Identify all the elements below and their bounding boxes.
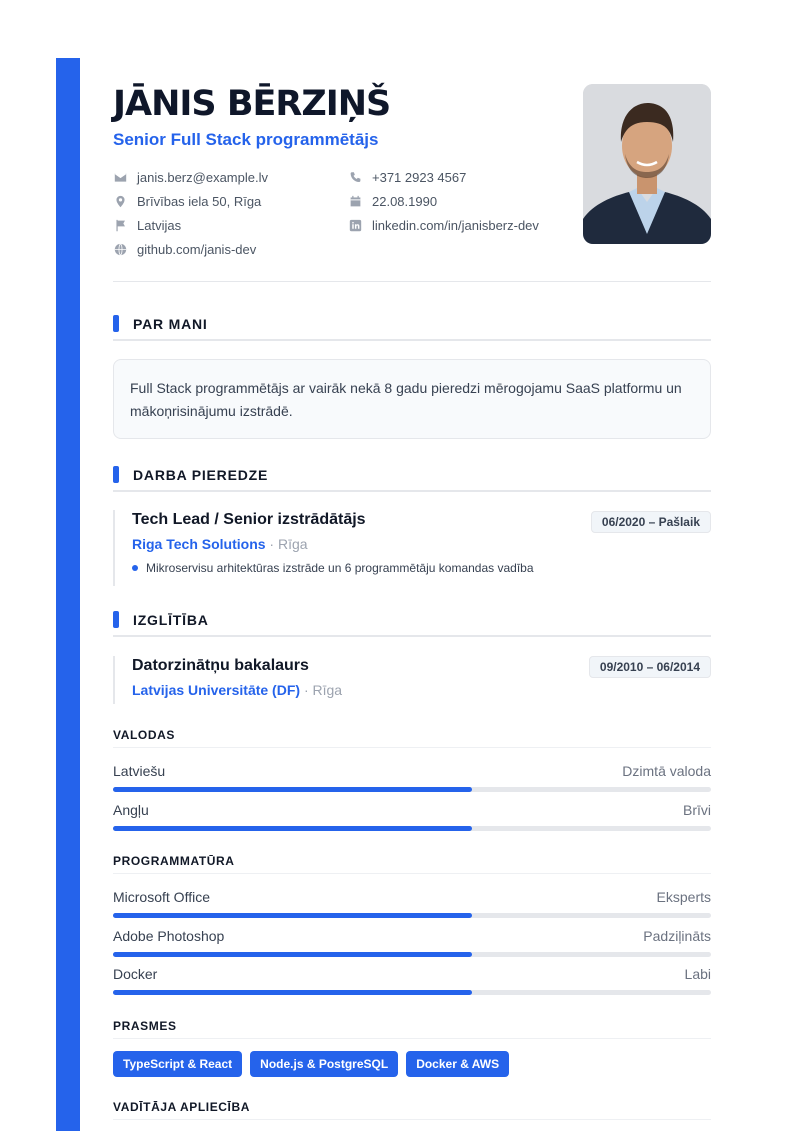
- job-date-badge: 06/2020 – Pašlaik: [591, 511, 711, 533]
- subsection-title-skills: PRASMES: [113, 1019, 711, 1039]
- flag-icon: [113, 218, 127, 232]
- education-entry: [113, 656, 711, 704]
- calendar-icon: [348, 194, 362, 208]
- contact-github[interactable]: [113, 240, 256, 258]
- contact-birthdate-text: 22.08.1990: [372, 193, 438, 209]
- language-name: Latviešu: [113, 763, 166, 779]
- language-level: Brīvi: [683, 802, 711, 818]
- software-name: Docker: [113, 966, 158, 982]
- contact-linkedin-text: linkedin.com/in/janisberz-dev: [372, 217, 539, 233]
- software-level: Labi: [684, 966, 711, 982]
- candidate-role: Senior Full Stack programmētājs: [113, 130, 379, 149]
- software-level: Eksperts: [656, 889, 711, 905]
- contact-linkedin[interactable]: [348, 216, 539, 234]
- software-name: Microsoft Office: [113, 889, 210, 905]
- software-item: [113, 966, 711, 1000]
- skill-tag: Node.js & PostgreSQL: [250, 1051, 398, 1077]
- candidate-name: JĀNIS BĒRZIŅŠ: [113, 84, 391, 124]
- language-bar-track: [113, 787, 711, 792]
- software-bar-fill: [113, 990, 472, 995]
- education-date-badge: 09/2010 – 06/2014: [589, 656, 711, 678]
- job-company-line: [132, 536, 711, 552]
- skill-tags: [113, 1051, 509, 1077]
- subsection-title-languages: VALODAS: [113, 728, 711, 748]
- education-school-line: [132, 682, 711, 698]
- job-position: Tech Lead / Senior izstrādātājs: [132, 511, 366, 528]
- language-name: Angļu: [113, 802, 149, 818]
- contact-nationality-text: Latvijas: [137, 217, 182, 233]
- software-bar-track: [113, 913, 711, 918]
- contact-phone-text: +371 2923 4567: [372, 169, 467, 185]
- language-bar-fill: [113, 826, 472, 831]
- contact-phone[interactable]: [348, 168, 466, 186]
- job-location: · Rīga: [269, 536, 308, 552]
- software-bar-track: [113, 952, 711, 957]
- section-title-education: [113, 611, 711, 637]
- contact-address-text: Brīvības iela 50, Rīga: [137, 193, 262, 209]
- about-box: Full Stack programmētājs ar vairāk nekā 8 gadu pieredzi mērogojamu SaaS platformu un mākoņrisinājumu izstrādē.: [113, 359, 711, 439]
- language-item: [113, 802, 711, 836]
- resume-header: [113, 82, 711, 282]
- contact-nationality: [113, 216, 181, 234]
- contact-email[interactable]: [113, 168, 268, 186]
- section-title-experience-text: DARBA PIEREDZE: [133, 467, 269, 483]
- skill-tag: TypeScript & React: [113, 1051, 242, 1077]
- bullet-dot: [132, 565, 138, 571]
- phone-icon: [348, 170, 362, 184]
- job-bullet-text: Mikroservisu arhitektūras izstrāde un 6 programmētāju komandas vadība: [146, 561, 534, 575]
- contact-address: [113, 192, 261, 210]
- location-icon: [113, 194, 127, 208]
- section-title-about-text: PAR MANI: [133, 316, 208, 332]
- section-title-experience: [113, 466, 711, 492]
- education-school: Latvijas Universitāte (DF): [132, 682, 301, 698]
- job-bullet: [132, 561, 711, 575]
- software-bar-track: [113, 990, 711, 995]
- contact-email-text: janis.berz@example.lv: [137, 169, 268, 185]
- accent-bar: [56, 58, 80, 1131]
- education-degree: Datorzinātņu bakalaurs: [132, 657, 309, 674]
- experience-entry: [113, 510, 711, 586]
- language-item: [113, 763, 711, 797]
- language-level: Dzimtā valoda: [622, 763, 711, 779]
- section-title-education-text: IZGLĪTĪBA: [133, 612, 209, 628]
- section-title-about: [113, 315, 711, 341]
- globe-icon: [113, 242, 127, 256]
- software-level: Padziļināts: [643, 928, 711, 944]
- skill-tag: Docker & AWS: [406, 1051, 509, 1077]
- section-marker: [113, 466, 119, 483]
- language-bar-fill: [113, 787, 472, 792]
- contact-birthdate: [348, 192, 437, 210]
- subsection-title-license: VADĪTĀJA APLIECĪBA: [113, 1100, 711, 1120]
- resume-page: [113, 80, 711, 1114]
- subsection-title-software: PROGRAMMATŪRA: [113, 854, 711, 874]
- education-location: · Rīga: [303, 682, 343, 698]
- section-marker: [113, 611, 119, 628]
- linkedin-icon: [348, 218, 362, 232]
- software-item: [113, 928, 711, 962]
- language-bar-track: [113, 826, 711, 831]
- profile-photo: [583, 84, 711, 244]
- software-bar-fill: [113, 913, 472, 918]
- software-bar-fill: [113, 952, 472, 957]
- contact-github-text: github.com/janis-dev: [137, 241, 257, 257]
- job-company: Riga Tech Solutions: [132, 536, 266, 552]
- software-item: [113, 889, 711, 923]
- mail-icon: [113, 170, 127, 184]
- software-name: Adobe Photoshop: [113, 928, 225, 944]
- section-marker: [113, 315, 119, 332]
